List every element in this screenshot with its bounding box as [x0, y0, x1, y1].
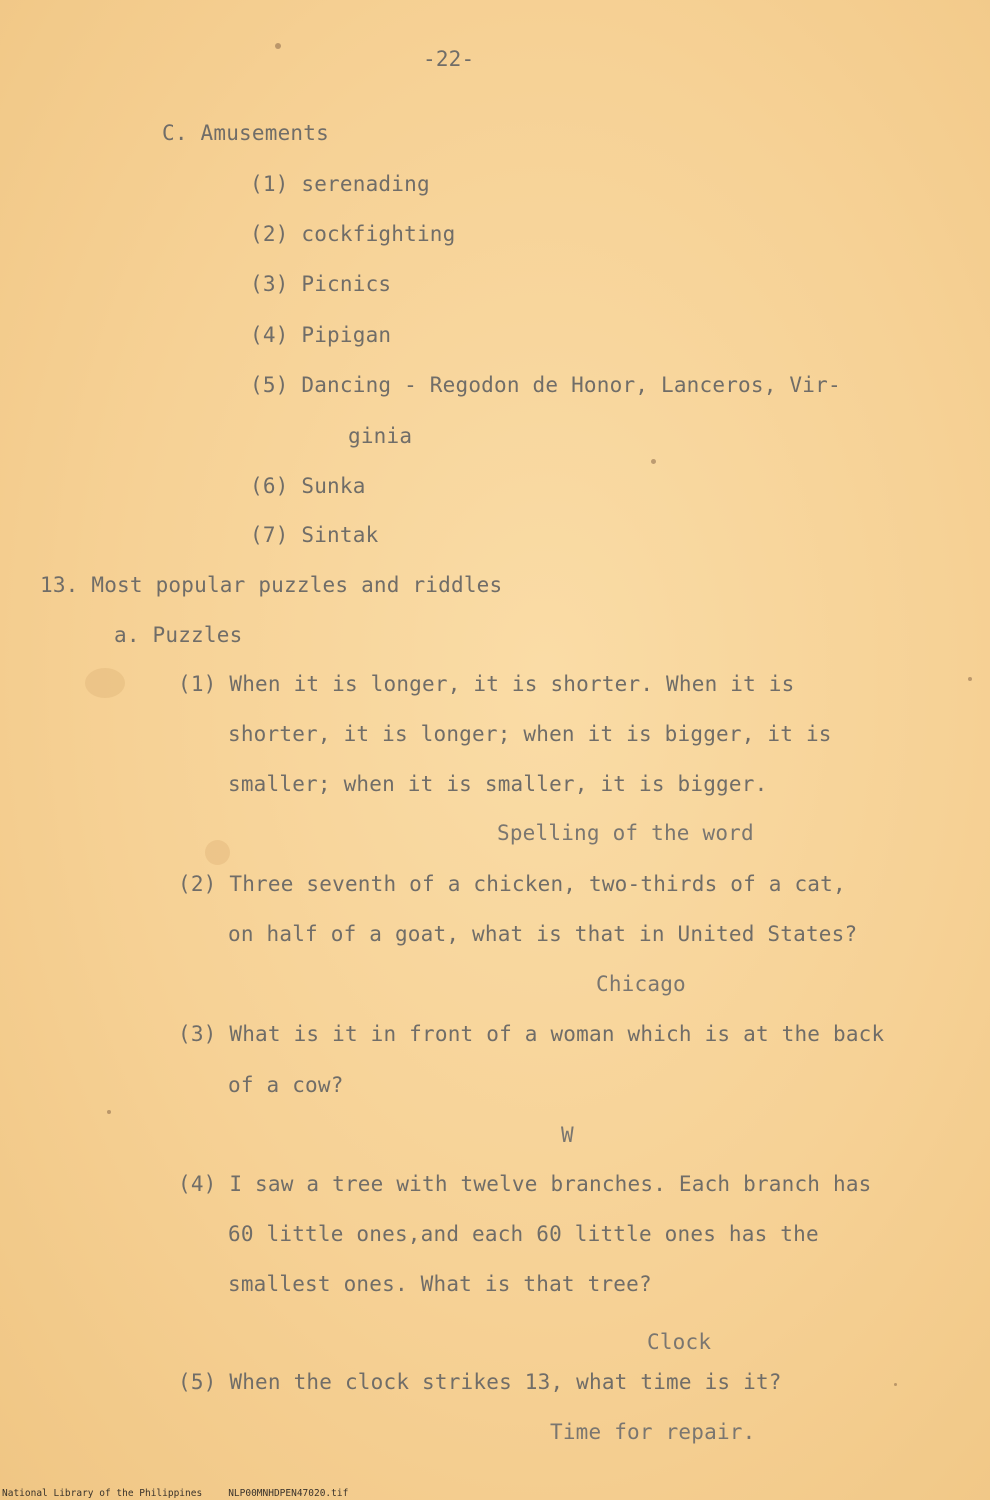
section-heading-amusements: C. Amusements — [162, 121, 329, 145]
puzzle-line: (2) Three seventh of a chicken, two-thirds of a cat, — [178, 872, 846, 896]
list-item: (6) Sunka — [250, 474, 366, 498]
paper-speck — [894, 1383, 897, 1386]
puzzle-answer: W — [561, 1123, 574, 1147]
footer-filename: NLP00MNHDPEN47020.tif — [228, 1488, 349, 1499]
puzzle-line: (1) When it is longer, it is shorter. When it is — [178, 672, 795, 696]
list-item: (1) serenading — [250, 172, 430, 196]
scan-footer — [2, 1489, 348, 1499]
puzzle-line: on half of a goat, what is that in United States? — [228, 922, 858, 946]
section-heading-puzzles-riddles: 13. Most popular puzzles and riddles — [40, 573, 503, 597]
footer-library-name: National Library of the Philippines — [2, 1488, 203, 1499]
paper-smudge — [205, 840, 230, 865]
puzzle-answer: Spelling of the word — [497, 821, 754, 845]
puzzle-line: (3) What is it in front of a woman which is at the back — [178, 1022, 885, 1046]
list-item-continuation: ginia — [348, 424, 413, 448]
puzzle-line: smaller; when it is smaller, it is bigger. — [228, 772, 768, 796]
subsection-heading-puzzles: a. Puzzles — [114, 623, 243, 647]
puzzle-line: (5) When the clock strikes 13, what time is it? — [178, 1370, 782, 1394]
puzzle-line: shorter, it is longer; when it is bigger, it is — [228, 722, 832, 746]
puzzle-line: (4) I saw a tree with twelve branches. Each branch has — [178, 1172, 872, 1196]
puzzle-answer: Chicago — [596, 972, 686, 996]
puzzle-answer: Time for repair. — [550, 1420, 756, 1444]
paper-speck — [275, 43, 281, 49]
paper-speck — [107, 1110, 111, 1114]
list-item: (5) Dancing - Regodon de Honor, Lanceros, Vir- — [250, 373, 841, 397]
puzzle-line: smallest ones. What is that tree? — [228, 1272, 652, 1296]
puzzle-line: 60 little ones,and each 60 little ones has the — [228, 1222, 819, 1246]
list-item: (3) Picnics — [250, 272, 392, 296]
list-item: (2) cockfighting — [250, 222, 456, 246]
list-item: (4) Pipigan — [250, 323, 392, 347]
paper-smudge — [85, 668, 125, 698]
list-item: (7) Sintak — [250, 523, 379, 547]
paper-speck — [651, 459, 656, 464]
paper-speck — [968, 677, 972, 681]
page-number: -22- — [423, 47, 475, 71]
puzzle-line: of a cow? — [228, 1073, 344, 1097]
puzzle-answer: Clock — [647, 1330, 712, 1354]
